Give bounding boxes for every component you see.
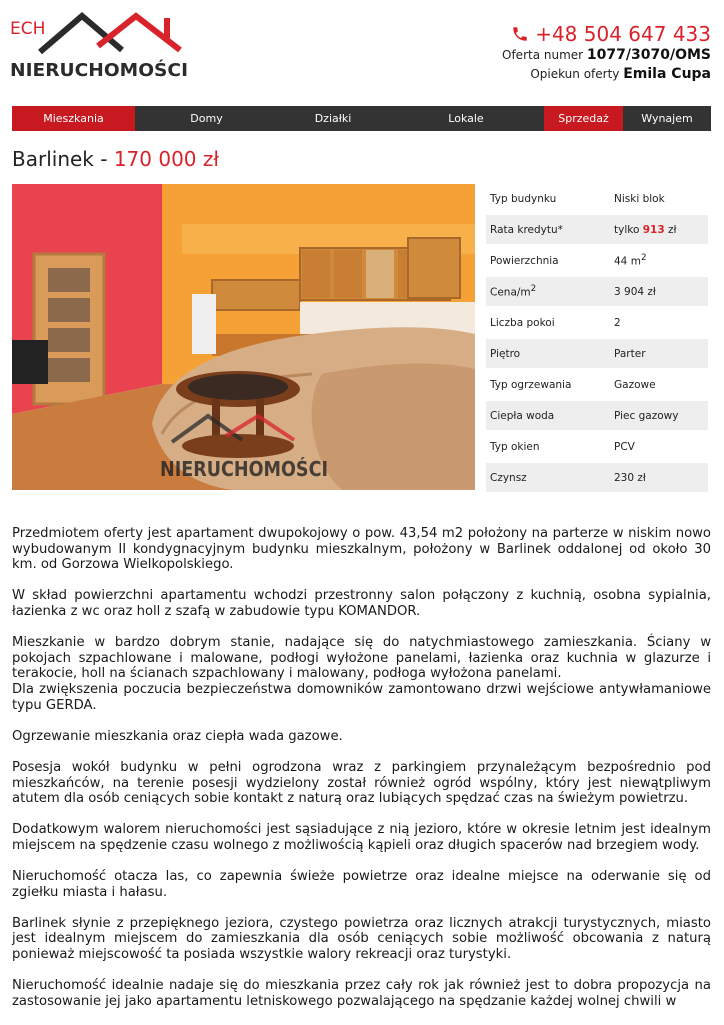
rata-prefix: tylko <box>614 223 640 236</box>
spec-label: Typ budynku <box>486 184 610 214</box>
spec-row <box>486 245 708 276</box>
offer-label: Oferta numer <box>502 48 584 62</box>
phone-number[interactable]: +48 504 647 433 <box>535 22 711 46</box>
logo-name: NIERUCHOMOŚCI <box>10 61 178 81</box>
nav-domy[interactable]: Domy <box>190 112 223 125</box>
rata-suffix: zł <box>668 223 677 236</box>
photo-watermark: NIERUCHOMOŚCI <box>160 457 328 481</box>
agent-label: Opiekun oferty <box>530 67 620 81</box>
spec-value: Piec gazowy <box>610 400 708 431</box>
spec-row <box>486 400 708 431</box>
rata-amount: 913 <box>642 223 665 236</box>
phone-icon <box>511 25 529 43</box>
spec-value: 2 <box>610 307 708 338</box>
nav-lokale[interactable]: Lokale <box>448 112 484 125</box>
offer-number: 1077/3070/OMS <box>586 47 711 63</box>
page-title <box>12 146 219 172</box>
spec-label: Liczba pokoi <box>486 307 610 338</box>
spec-label: Czynsz <box>486 462 610 493</box>
spec-label: Typ ogrzewania <box>486 369 610 400</box>
spec-row <box>486 338 708 369</box>
area-sup: 2 <box>640 253 647 264</box>
price-m2-label: Cena/m <box>490 286 531 299</box>
price-m2-sup: 2 <box>530 284 537 295</box>
spec-value <box>610 214 708 245</box>
spec-row <box>486 462 708 493</box>
company-logo[interactable] <box>10 10 190 82</box>
offer-number-line <box>502 46 711 65</box>
listing-photo[interactable] <box>12 184 475 490</box>
description-paragraph: Ogrzewanie mieszkania oraz ciepła wada gazowe. <box>12 728 343 744</box>
title-price: 170 000 zł <box>113 147 220 171</box>
title-separator: - <box>93 147 114 171</box>
spec-value: 230 zł <box>610 462 708 493</box>
logo-prefix: ECH <box>10 19 46 39</box>
agent-name: Emila Cupa <box>623 66 711 82</box>
specs-table <box>486 184 708 494</box>
spec-value <box>610 245 708 276</box>
description-paragraph: Barlinek słynie z przepięknego jeziora, czystego powietrza oraz licznych atrakcji turystycznych, miasto jest idealnym miejscem do zamieszkania dla osób ceniących sobie możliwość obcowania z naturą ponieważ miejscowość ta posiada wszystkie walory rekreacji oraz turystyki. <box>12 915 711 963</box>
title-city: Barlinek <box>12 147 94 171</box>
spec-label: Ciepła woda <box>486 400 610 431</box>
nav-mieszkania[interactable]: Mieszkania <box>12 106 135 131</box>
contact-box <box>502 22 711 84</box>
spec-value: PCV <box>610 431 708 462</box>
spec-row <box>486 276 708 307</box>
nav-dzialki[interactable]: Działki <box>314 112 352 125</box>
description-paragraph: Przedmiotem oferty jest apartament dwupokojowy o pow. 43,54 m2 położony na parterze w niskim nowo wybudowanym II kondygnacyjnym budynku mieszkalnym, położony w Barlinek oddalonej od około 30 km. od Gorzowa Wielkopolskiego. <box>12 526 711 573</box>
spec-row <box>486 214 708 245</box>
spec-row <box>486 431 708 462</box>
spec-label: Rata kredytu* <box>486 214 610 245</box>
phone-line[interactable] <box>502 22 711 46</box>
spec-label <box>486 276 610 307</box>
spec-label: Typ okien <box>486 431 610 462</box>
spec-value: 3 904 zł <box>610 276 708 307</box>
nav-sprzedaz[interactable]: Sprzedaż <box>544 106 623 131</box>
spec-value: Niski blok <box>610 184 708 214</box>
spec-label: Powierzchnia <box>486 245 610 276</box>
spec-row <box>486 307 708 338</box>
main-nav <box>12 106 711 131</box>
description-paragraph: Mieszkanie w bardzo dobrym stanie, nadające się do natychmiastowego zamieszkania. Ściany w pokojach szpachlowane i malowane, podłogi wyłożone panelami, łazienka oraz kuchnia w glazurze i terakocie, holl na ścianach szpachlowany i malowany, podłoga wyłożona panelami. Dla zwiększenia poczucia bezpieczeństwa domowników zamontowano drzwi wejściowe antywłamaniowe typu GERDA. <box>12 635 711 713</box>
description-paragraph: Nieruchomość idealnie nadaje się do mieszkania przez cały rok jak również jest to dobra propozycja na zastosowanie jej jako apartamentu letniskowego pozwalającego na spędzanie każdej wolnej chwili w <box>12 978 711 1009</box>
header <box>0 0 724 100</box>
description-paragraph: Nieruchomość otacza las, co zapewnia świeże powietrze oraz idealne miejsce na oderwanie się od zgiełku miasta i hałasu. <box>12 869 711 900</box>
description-paragraph: Dodatkowym walorem nieruchomości jest sąsiadujące z nią jezioro, które w okresie letnim jest idealnym miejscem na spędzenie czasu wolnego z możliwością kąpieli oraz długich spacerów nad brzegiem wody. <box>12 822 711 853</box>
spec-row <box>486 369 708 400</box>
spec-row <box>486 184 708 214</box>
area-value: 44 m <box>614 255 641 268</box>
description-paragraph: Posesja wokół budynku w pełni ogrodzona wraz z parkingiem przynależącym bezpośrednio pod mieszkańców, na terenie posesji wydzielony został również ogród wspólny, który jest niewątpliwym atutem dla osób ceniących sobie kontakt z naturą oraz lubiących spędzać czas na świeżym powietrzu. <box>12 759 711 807</box>
nav-wynajem[interactable]: Wynajem <box>641 112 693 125</box>
description-paragraph: W skład powierzchni apartamentu wchodzi przestronny salon połączony z kuchnią, osobna sypialnia, łazienka z wc oraz holl z szafą w zabudowie typu KOMANDOR. <box>12 588 711 619</box>
spec-label: Piętro <box>486 338 610 369</box>
description <box>12 526 711 1025</box>
spec-value: Parter <box>610 338 708 369</box>
spec-value: Gazowe <box>610 369 708 400</box>
agent-line <box>502 65 711 84</box>
